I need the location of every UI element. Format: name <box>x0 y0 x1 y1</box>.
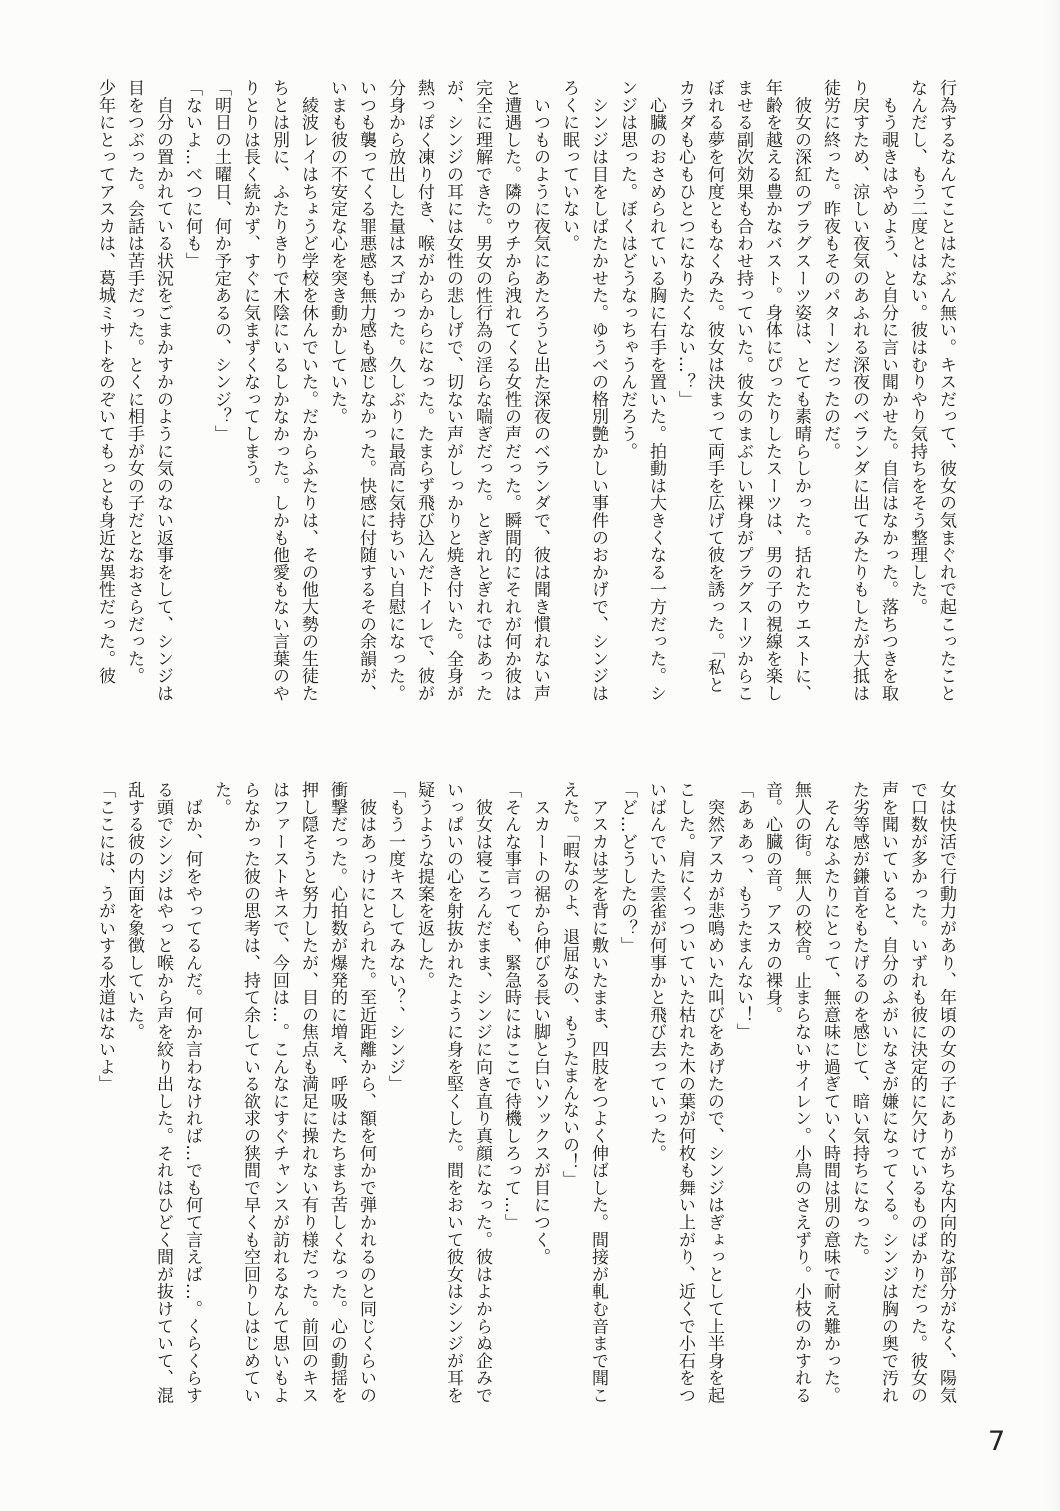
text-column: 完全に理解できた。男女の性行為の淫らな喘ぎだった。とぎれとぎれではあった <box>472 79 492 702</box>
text-column: 徒労に終った。昨夜もそのパターンだったのだ。 <box>820 79 840 460</box>
text-column: が、シンジの耳には女性の悲しげで、切ない声がしっかりと焼き付いた。全身が <box>443 79 463 702</box>
text-column: 無人の街。無人の校舎。止まらないサイレン。小鳥のさえずり。小枝のかすれる <box>791 781 811 1404</box>
text-column: ませる副次効果も合わせ持っていた。彼女のまぶしい裸身がプラグスーツからこ <box>733 79 753 702</box>
text-column: えた。「暇なのよ、退屈なの、もうたまんないの！」 <box>559 781 579 1188</box>
text-column: いばんでいた雲雀が何事かと飛び去っていった。 <box>646 781 666 1162</box>
text-column: 彼はあっけにとられた。至近距離から、額を何かで弾かれるのと同じくらいの <box>356 781 376 1404</box>
text-column: 押し隠そうと努力したが、目の焦点も満足に操れない有り様だった。前回のキス <box>298 781 318 1404</box>
text-column: 「ないよ…べつに何も」 <box>182 79 202 270</box>
text-column: と遭遇した。隣のウチから洩れてくる女性の声だった。瞬間的にそれが何か彼は <box>501 79 521 702</box>
text-column: 少年にとってアスカは、葛城ミサトをのぞいてもっとも身近な異性だった。彼 <box>95 79 115 685</box>
text-column: ちとは別に、ふたりきりで木陰にいるしかなかった。しかも他愛もない言葉のや <box>269 79 289 702</box>
text-column: 分身から放出した量はスゴかった。久しぶりに最高に気持ちいい自慰になった。 <box>385 79 405 702</box>
text-column: 彼女は寝ころんだまま、シンジに向き直り真顔になった。彼はよからぬ企みで <box>472 781 492 1404</box>
text-column: 音。心臓の音。アスカの裸身。 <box>762 781 782 1024</box>
text-column: 行為するなんてことはたぶん無い。キスだって、彼女の気まぐれで起こったこと <box>936 79 956 702</box>
text-block-bottom <box>90 781 960 1407</box>
text-column: 「ここには、うがいする水道はないよ」 <box>95 781 115 1093</box>
text-column: アスカは芝を背に敷いたまま、四肢をつよく伸ばした。間接が軋む音まで聞こ <box>588 781 608 1404</box>
text-column: スカートの裾から伸びる長い脚と白いソックスが目につく。 <box>530 781 550 1266</box>
text-column: らなかった彼の思考は、持て余している欲求の狭間で早くも空回りしはじめてい <box>240 781 260 1404</box>
text-column: 自分の置かれている状況をごまかすかのように気のない返事をして、シンジは <box>153 79 173 702</box>
text-column: いつも襲ってくる罪悪感も無力感も感じなかった。快感に付随するその余韻が、 <box>356 79 376 702</box>
text-column: た劣等感が鎌首をもたげるのを感じて、暗い気持ちになった。 <box>849 781 869 1266</box>
text-column: 「そんな事言っても、緊急時にはここで待機しろって…」 <box>501 781 521 1231</box>
text-block-top <box>90 79 960 705</box>
text-column: 「もう一度キスしてみない？、シンジ」 <box>385 781 405 1093</box>
text-column: いまも彼の不安定な心を突き動かしていた。 <box>327 79 347 425</box>
text-column: カラダも心もひとつになりたくない…？」 <box>675 79 695 408</box>
page-number: 7 <box>988 1426 1006 1457</box>
text-column: りとりは長く続かず、すぐに気まずくなってしまう。 <box>240 79 260 495</box>
text-column: いつものように夜気にあたろうと出た深夜のベランダで、彼は聞き慣れない声 <box>530 79 550 702</box>
text-column: 「あぁあっ、もうたまんない！」 <box>733 781 753 1041</box>
text-column: た。 <box>211 781 231 816</box>
text-column: 女は快活で行動力があり、年頃の女の子にありがちな内向的な部分がなく、陽気 <box>936 781 956 1404</box>
text-column: もう覗きはやめよう、と自分に言い聞かせた。自信はなかった。落ちつきを取 <box>878 79 898 702</box>
text-column: はファーストキスで、今回は…。こんなにすぐチャンスが訪れるなんて思いもよ <box>269 781 289 1404</box>
text-column: 衝撃だった。心拍数が爆発的に増え、呼吸はたちまち苦しくなった。心の動揺を <box>327 781 347 1404</box>
text-column: 声を聞いていると、自分のふがいなさが嫌になってくる。シンジは胸の奥で汚れ <box>878 781 898 1404</box>
text-column: ろくに眠っていない。 <box>559 79 579 252</box>
text-column: そんなふたりにとって、無意味に過ぎていく時間は別の意味で耐え難かった。 <box>820 781 840 1404</box>
text-column: ばか、何をやってるんだ。何か言わなければ…でも何て言えば…。くらくらす <box>182 781 202 1404</box>
text-column: いっぱいの心を射抜かれたように身を堅くした。間をおいて彼女はシンジが耳を <box>443 781 463 1404</box>
text-column: 目をつぶった。会話は苦手だった。とくに相手が女の子だとなおさらだった。 <box>124 79 144 685</box>
text-column: なんだし、もう二度とはない。彼はむりやり気持ちをそう整理した。 <box>907 79 927 616</box>
text-column: 疑うような提案を返した。 <box>414 781 434 989</box>
text-column: こした。肩にくっついていた枯れた木の葉が何枚も舞い上がり、近くで小石をつ <box>675 781 695 1404</box>
text-column: 突然アスカが悲鳴めいた叫びをあげたので、シンジはぎょっとして上半身を起 <box>704 781 724 1404</box>
text-column: 綾波レイはちょうど学校を休んでいた。だからふたりは、その他大勢の生徒た <box>298 79 318 702</box>
text-column: り戻すため、涼しい夜気のあふれる深夜のベランダに出てみたりもしたが大抵は <box>849 79 869 702</box>
text-column: 心臓のおさめられている胸に右手を置いた。拍動は大きくなる一方だった。シ <box>646 79 666 702</box>
text-column: ンジは思った。ぼくはどうなっちゃうんだろう。 <box>617 79 637 460</box>
text-column: 彼女の深紅のプラグスーツ姿は、とても素晴らしかった。括れたウエストに、 <box>791 79 811 702</box>
text-column: 年齢を越える豊かなバスト。身体にぴったりしたスーツは、男の子の視線を楽し <box>762 79 782 702</box>
text-column: シンジは目をしばたかせた。ゆうべの格別艶かしい事件のおかげで、シンジは <box>588 79 608 702</box>
text-column: 「明日の土曜日、何か予定あるの、シンジ？」 <box>211 79 231 443</box>
text-column: で口数が多かった。いずれも彼に決定的に欠けているものばかりだった。彼女の <box>907 781 927 1404</box>
text-column: 「ど…どうしたの？」 <box>617 781 637 954</box>
text-column: 熱っぽく凍り付き、喉がからからになった。たまらず飛び込んだトイレで、彼が <box>414 79 434 702</box>
text-column: 乱する彼の内面を象徴していた。 <box>124 781 144 1041</box>
text-column: ぼれる夢を何度ともなくみた。彼女は決まって両手を広げて彼を誘った。「私と <box>704 79 724 694</box>
text-column: る頭でシンジはやっと喉から声を絞り出した。それはひどく間が抜けていて、混 <box>153 781 173 1404</box>
